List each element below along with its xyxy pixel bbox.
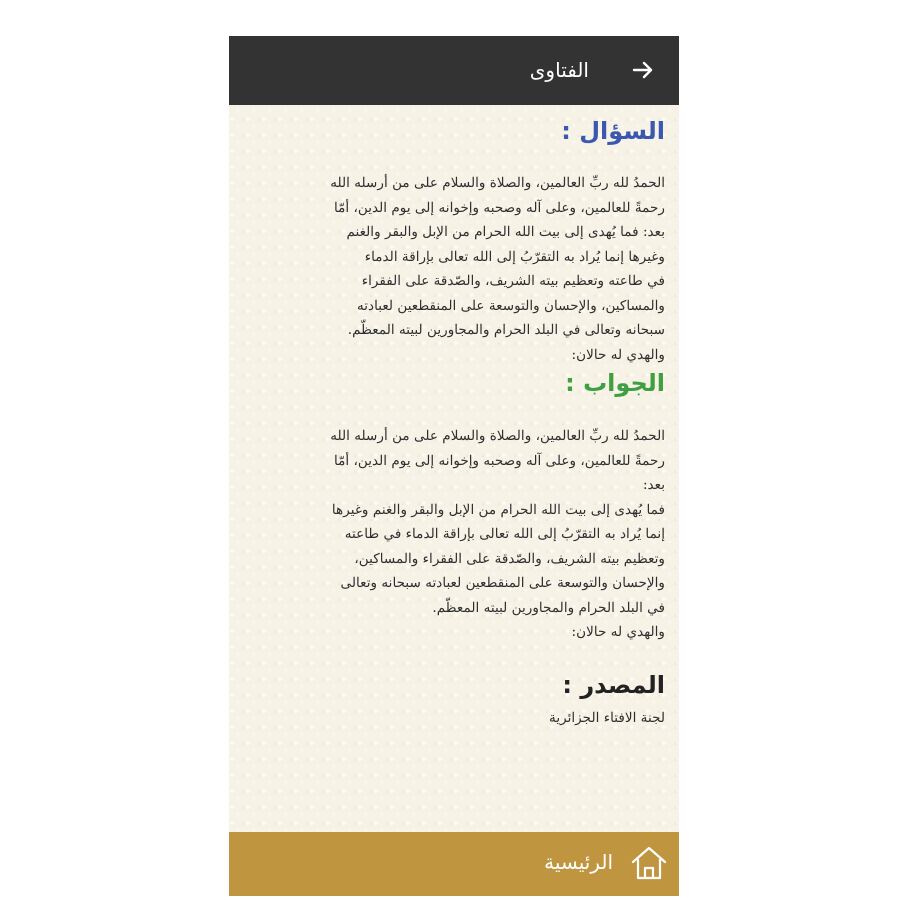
app-screen bbox=[229, 36, 679, 896]
answer-heading: الجواب : bbox=[565, 369, 665, 397]
source-heading: المصدر : bbox=[562, 670, 665, 699]
fatwa-content[interactable] bbox=[229, 105, 679, 832]
question-text: الحمدُ لله ربِّ العالمين، والصلاة والسلام على من أرسله الله رحمةً للعالمين، وعلى آله وصحبه وإخوانه إلى يوم الدين، أمّا بعد: فما يُهدى إلى بيت الله الحرام من الإبل والبقر والغنم وغيرها إنما يُراد به التقرّبُ إلى الله تعالى بإراقة الدماء في طاعته وتعظيم بيته الشريف، والصّدقة على الفقراء والمساكين، والإحسان والتوسعة على المنقطعين لعبادته سبحانه وتعالى في البلد الحرام والمجاورين لبيته المعظّم. والهدي له حالان: bbox=[330, 175, 665, 363]
source-text: لجنة الافتاء الجزائرية bbox=[549, 709, 665, 726]
question-heading: السؤال : bbox=[561, 117, 665, 145]
arrow-right-icon[interactable] bbox=[631, 58, 655, 82]
home-label: الرئيسية bbox=[544, 850, 613, 874]
back-button[interactable] bbox=[631, 58, 655, 82]
app-bar bbox=[229, 36, 679, 105]
answer-text: الحمدُ لله ربِّ العالمين، والصلاة والسلام على من أرسله الله رحمةً للعالمين، وعلى آله وصحبه وإخوانه إلى يوم الدين، أمّا بعد: فما يُهدى إلى بيت الله الحرام من الإبل والبقر والغنم وغيرها إنما يُراد به التقرّبُ إلى الله تعالى بإراقة الدماء في طاعته وتعظيم بيته الشريف، والصّدقة على الفقراء والمساكين، والإحسان والتوسعة على المنقطعين لعبادته سبحانه وتعالى في البلد الحرام والمجاورين لبيته المعظّم. والهدي له حالان: bbox=[330, 428, 665, 640]
app-title: الفتاوى bbox=[529, 58, 589, 82]
home-button[interactable] bbox=[229, 832, 679, 896]
home-icon[interactable] bbox=[629, 844, 669, 882]
